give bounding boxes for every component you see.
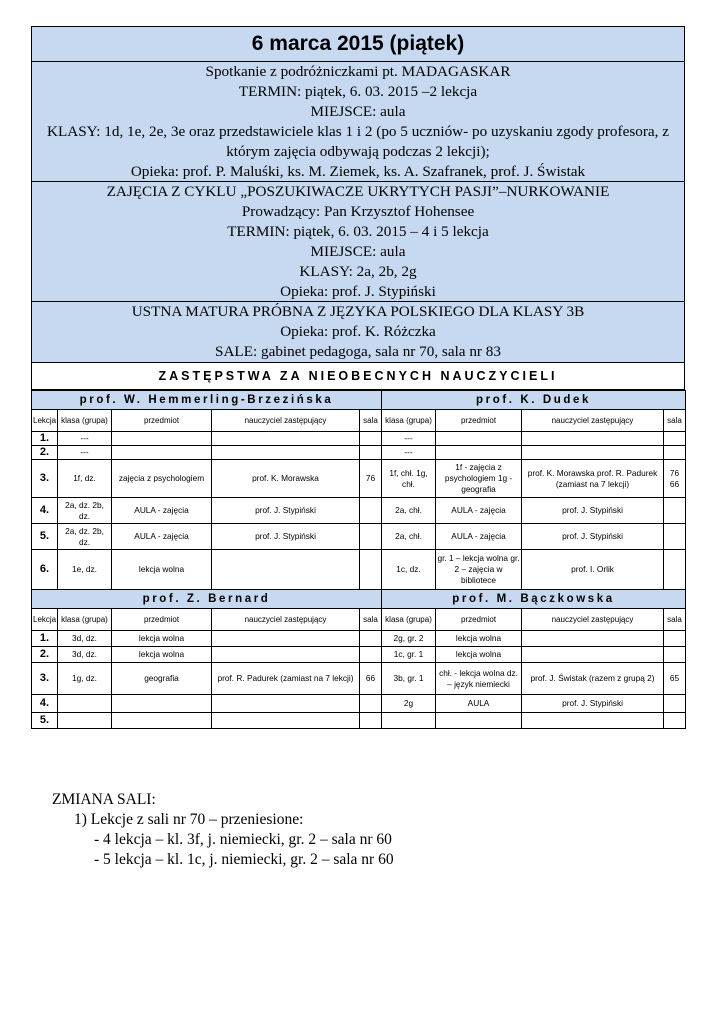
teacher-header-row <box>32 391 686 410</box>
room-cell: 76 <box>360 460 382 498</box>
subject-cell: 1f - zajęcia z psychologiem 1g - geografia <box>436 460 522 498</box>
substitutions-table <box>31 390 686 729</box>
announcement-matura <box>32 302 684 363</box>
col-sala: sala <box>360 609 382 631</box>
teacher-cell: prof. J. Stypiński <box>522 498 664 524</box>
announcement-line: Spotkanie z podróżniczkami pt. MADAGASKAR <box>205 63 511 80</box>
teacher-cell <box>522 713 664 729</box>
teacher-cell: prof. J. Stypiński <box>522 695 664 713</box>
room-cell: 65 <box>664 663 686 695</box>
announcement-line: ZAJĘCIA Z CYKLU „POSZUKIWACZE UKRYTYCH PASJI”–NURKOWANIE <box>106 183 610 200</box>
lesson-number: 2. <box>32 446 58 460</box>
announcement-line: Opieka: prof. J. Stypiński <box>280 283 436 300</box>
lesson-number: 3. <box>32 663 58 695</box>
room-cell <box>664 432 686 446</box>
col-sala: sala <box>664 410 686 432</box>
table-row <box>32 663 686 695</box>
class-cell: --- <box>382 446 436 460</box>
table-row <box>32 446 686 460</box>
subject-cell: lekcja wolna <box>112 550 212 590</box>
col-sala: sala <box>360 410 382 432</box>
room-cell: 76 66 <box>664 460 686 498</box>
teacher-cell: prof. I. Orlik <box>522 550 664 590</box>
teacher-cell <box>212 432 360 446</box>
notes-item: 1) Lekcje z sali nr 70 – przeniesione: <box>74 811 304 828</box>
announcement-line: MIEJSCE: aula <box>310 243 406 260</box>
class-cell: 3d, dz. <box>58 647 112 663</box>
col-nauczyciel: nauczyciel zastępujący <box>212 609 360 631</box>
teacher-cell: prof. J. Stypiński <box>522 524 664 550</box>
teacher-cell: prof. R. Padurek (zamiast na 7 lekcji) <box>212 663 360 695</box>
teacher-cell <box>522 446 664 460</box>
col-lekcja: Lekcja <box>32 410 58 432</box>
lesson-number: 4. <box>32 498 58 524</box>
teacher-cell: prof. J. Stypiński <box>212 498 360 524</box>
absent-teacher-left: prof. W. Hemmerling-Brzezińska <box>32 391 382 410</box>
lesson-number: 4. <box>32 695 58 713</box>
announcement-line: TERMIN: piątek, 6. 03. 2015 – 4 i 5 lekcja <box>227 223 489 240</box>
announcements-box <box>31 26 685 390</box>
table-row <box>32 498 686 524</box>
room-cell <box>360 647 382 663</box>
subject-cell <box>112 695 212 713</box>
absent-teacher-right: prof. M. Bączkowska <box>382 590 686 609</box>
announcement-line: Prowadzący: Pan Krzysztof Hohensee <box>241 203 475 220</box>
subject-cell: lekcja wolna <box>112 647 212 663</box>
subject-cell: lekcja wolna <box>112 631 212 647</box>
table-row <box>32 713 686 729</box>
subject-cell: AULA - zajęcia <box>436 498 522 524</box>
absent-teacher-right: prof. K. Dudek <box>382 391 686 410</box>
notes-line: - 4 lekcja – kl. 3f, j. niemiecki, gr. 2 – sala nr 60 <box>94 831 392 848</box>
page-title: 6 marca 2015 (piątek) <box>32 27 684 62</box>
teacher-cell <box>212 446 360 460</box>
class-cell: 2a, dz. 2b, dz. <box>58 498 112 524</box>
subject-cell: gr. 1 – lekcja wolna gr. 2 – zajęcia w bibliotece <box>436 550 522 590</box>
notes-heading: ZMIANA SALI: <box>52 791 156 808</box>
lesson-number: 1. <box>32 432 58 446</box>
lesson-number: 5. <box>32 524 58 550</box>
col-klasa: klasa (grupa) <box>58 609 112 631</box>
class-cell <box>382 713 436 729</box>
room-cell <box>664 695 686 713</box>
class-cell: 1g, dz. <box>58 663 112 695</box>
col-przedmiot: przedmiot <box>112 410 212 432</box>
subject-cell <box>112 713 212 729</box>
col-nauczyciel: nauczyciel zastępujący <box>522 410 664 432</box>
announcement-line: Opieka: prof. K. Różczka <box>280 323 436 340</box>
col-nauczyciel: nauczyciel zastępujący <box>522 609 664 631</box>
announcement-line: USTNA MATURA PRÓBNA Z JĘZYKA POLSKIEGO DLA KLASY 3B <box>131 303 585 320</box>
announcement-line: KLASY: 2a, 2b, 2g <box>299 263 417 280</box>
teacher-cell <box>212 647 360 663</box>
subject-cell <box>436 432 522 446</box>
room-cell <box>664 713 686 729</box>
lesson-number: 6. <box>32 550 58 590</box>
room-cell <box>360 550 382 590</box>
column-header-row <box>32 410 686 432</box>
class-cell: 2a, dz. 2b, dz. <box>58 524 112 550</box>
class-cell <box>58 695 112 713</box>
class-cell: 1f, dz. <box>58 460 112 498</box>
table-row <box>32 524 686 550</box>
schedule-document <box>31 26 685 729</box>
table-row <box>32 631 686 647</box>
col-klasa: klasa (grupa) <box>382 410 436 432</box>
teacher-header-row <box>32 590 686 609</box>
teacher-cell: prof. J. Świstak (razem z grupą 2) <box>522 663 664 695</box>
substitutions-title: ZASTĘPSTWA ZA NIEOBECNYCH NAUCZYCIELI <box>32 363 684 389</box>
col-nauczyciel: nauczyciel zastępujący <box>212 410 360 432</box>
absent-teacher-left: prof. Z. Bernard <box>32 590 382 609</box>
lesson-number: 1. <box>32 631 58 647</box>
class-cell: 2a, chł. <box>382 498 436 524</box>
table-row <box>32 550 686 590</box>
class-cell: 1e, dz. <box>58 550 112 590</box>
col-przedmiot: przedmiot <box>436 609 522 631</box>
room-cell <box>360 432 382 446</box>
subject-cell: AULA - zajęcia <box>436 524 522 550</box>
notes-line: - 5 lekcja – kl. 1c, j. niemiecki, gr. 2 – sala nr 60 <box>94 851 394 868</box>
class-cell: --- <box>382 432 436 446</box>
announcement-line: MIEJSCE: aula <box>310 103 406 120</box>
column-header-row <box>32 609 686 631</box>
table-row <box>32 432 686 446</box>
class-cell: 2g, gr. 2 <box>382 631 436 647</box>
room-cell <box>664 446 686 460</box>
class-cell: 2a, chł. <box>382 524 436 550</box>
room-cell <box>360 524 382 550</box>
class-cell: 1c, dz. <box>382 550 436 590</box>
teacher-cell <box>212 713 360 729</box>
subject-cell: AULA - zajęcia <box>112 498 212 524</box>
room-cell <box>664 498 686 524</box>
col-klasa: klasa (grupa) <box>382 609 436 631</box>
announcement-line: Opieka: prof. P. Maluśki, ks. M. Ziemek, ks. A. Szafranek, prof. J. Świstak <box>130 163 586 180</box>
subject-cell <box>112 432 212 446</box>
lesson-number: 2. <box>32 647 58 663</box>
class-cell: 1c, gr. 1 <box>382 647 436 663</box>
room-cell: 66 <box>360 663 382 695</box>
subject-cell: AULA <box>436 695 522 713</box>
announcement-line: SALE: gabinet pedagoga, sala nr 70, sala nr 83 <box>215 343 501 360</box>
table-row <box>32 647 686 663</box>
subject-cell: AULA - zajęcia <box>112 524 212 550</box>
subject-cell <box>112 446 212 460</box>
announcement-madagaskar <box>32 62 684 182</box>
room-cell <box>360 446 382 460</box>
room-cell <box>664 524 686 550</box>
announcement-line: KLASY: 1d, 1e, 2e, 3e oraz przedstawiciele klas 1 i 2 (po 5 uczniów- po uzyskaniu zgody profesora, z którym zajęcia odbywają podczas 2 lekcji); <box>47 123 669 160</box>
lesson-number: 5. <box>32 713 58 729</box>
class-cell <box>58 713 112 729</box>
class-cell: --- <box>58 446 112 460</box>
col-przedmiot: przedmiot <box>436 410 522 432</box>
class-cell: 1f, chł. 1g, chł. <box>382 460 436 498</box>
col-lekcja: Lekcja <box>32 609 58 631</box>
col-sala: sala <box>664 609 686 631</box>
teacher-cell: prof. J. Stypiński <box>212 524 360 550</box>
subject-cell: geografia <box>112 663 212 695</box>
subject-cell <box>436 713 522 729</box>
class-cell: --- <box>58 432 112 446</box>
subject-cell: lekcja wolna <box>436 647 522 663</box>
subject-cell: lekcja wolna <box>436 631 522 647</box>
room-cell <box>664 550 686 590</box>
room-cell <box>360 713 382 729</box>
table-row <box>32 460 686 498</box>
col-przedmiot: przedmiot <box>112 609 212 631</box>
teacher-cell <box>522 432 664 446</box>
table-row <box>32 695 686 713</box>
room-cell <box>664 631 686 647</box>
class-cell: 2g <box>382 695 436 713</box>
announcement-line: TERMIN: piątek, 6. 03. 2015 –2 lekcja <box>238 83 478 100</box>
class-cell: 3b, gr. 1 <box>382 663 436 695</box>
teacher-cell <box>212 695 360 713</box>
teacher-cell <box>212 631 360 647</box>
room-cell <box>360 498 382 524</box>
teacher-cell <box>522 631 664 647</box>
subject-cell: zajęcia z psychologiem <box>112 460 212 498</box>
lesson-number: 3. <box>32 460 58 498</box>
subject-cell: chł. - lekcja wolna dz. – język niemiecki <box>436 663 522 695</box>
col-klasa: klasa (grupa) <box>58 410 112 432</box>
teacher-cell <box>212 550 360 590</box>
room-cell <box>360 631 382 647</box>
room-cell <box>664 647 686 663</box>
subject-cell <box>436 446 522 460</box>
class-cell: 3d, dz. <box>58 631 112 647</box>
teacher-cell: prof. K. Morawska prof. R. Padurek (zamiast na 7 lekcji) <box>522 460 664 498</box>
room-change-notes <box>52 790 394 870</box>
room-cell <box>360 695 382 713</box>
announcement-diving <box>32 182 684 302</box>
teacher-cell: prof. K. Morawska <box>212 460 360 498</box>
teacher-cell <box>522 647 664 663</box>
